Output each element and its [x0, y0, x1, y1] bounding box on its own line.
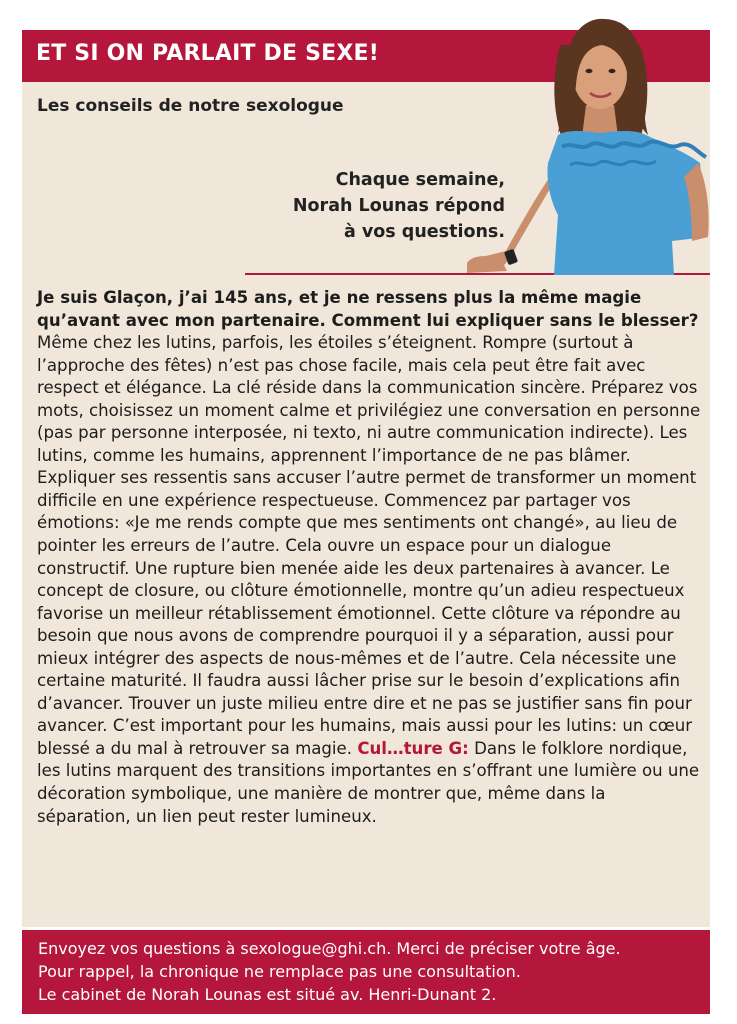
sexologist-answer: Même chez les lutins, parfois, les étoiles s’éteignent. Rompre (surtout à l’approche des fêtes) n’est pas chose facile, mais cela peut être fait avec respect et élégance. La clé réside dans la communication sincère. Préparez vos mots, choisissez un moment calme et privilégiez une conversation en personne (pas par personne interposée, ni texto, ni autre communication indirecte). Les lutins, comme les humains, apprennent l’importance de ne pas blâmer. Expliquer ses ressentis sans accuser l’autre permet de transformer un moment difficile en une expérience respectueuse. Commencez par partager vos émotions: «Je me rends compte que mes sentiments ont changé», au lieu de pointer les erreurs de l’autre. Cela ouvre un espace pour un dialogue constructif. Une rupture bien menée aide les deux partenaires à avancer. Le concept de closure, ou clôture émotionnelle, montre qu’un adieu respectueux favorise un meilleur rétablissement émotionnel. Cette clôture va répondre au besoin que nous avons de comprendre pourquoi il y a séparation, aussi pour mieux intégrer des aspects de nous-mêmes et de l’autre. Cela nécessite une certaine maturité. Il faudra aussi lâcher prise sur le besoin d’explications afin d’avancer. Trouver un juste milieu entre dire et ne pas se justifier sans fin pour avancer. C’est important pour les humains, mais aussi pour les lutins: un cœur blessé a du mal à retrouver sa magie.	[37, 333, 701, 758]
intro-line: Chaque semaine,	[335, 170, 505, 190]
intro-line: Norah Lounas répond	[292, 196, 505, 216]
columnist-portrait	[462, 5, 712, 275]
culture-trivia: Dans le folklore nordique, les lutins marquent des transitions importantes en s’offrant une lumière ou une décoration symbolique, une manière de montrer que, même dans la séparation, un lien peut rester lumineux.	[37, 738, 700, 826]
column-subtitle: Les conseils de notre sexologue	[37, 96, 344, 116]
culture-kicker: Cul…ture G:	[357, 738, 469, 758]
intro-line: à vos questions.	[343, 222, 505, 242]
footer-notice	[38, 937, 708, 1006]
footer-line: Envoyez vos questions à sexologue@ghi.ch. Merci de préciser votre âge.	[38, 939, 621, 958]
reader-question: Je suis Glaçon, j’ai 145 ans, et je ne ressens plus la même magie qu’avant avec mon partenaire. Comment lui expliquer sans le blesser?	[37, 288, 699, 330]
footer-line: Le cabinet de Norah Lounas est situé av. Henri-Dunant 2.	[38, 985, 497, 1004]
column-title: ET SI ON PARLAIT DE SEXE!	[36, 41, 379, 66]
footer-line: Pour rappel, la chronique ne remplace pas une consultation.	[38, 962, 521, 981]
article-body	[37, 287, 703, 828]
